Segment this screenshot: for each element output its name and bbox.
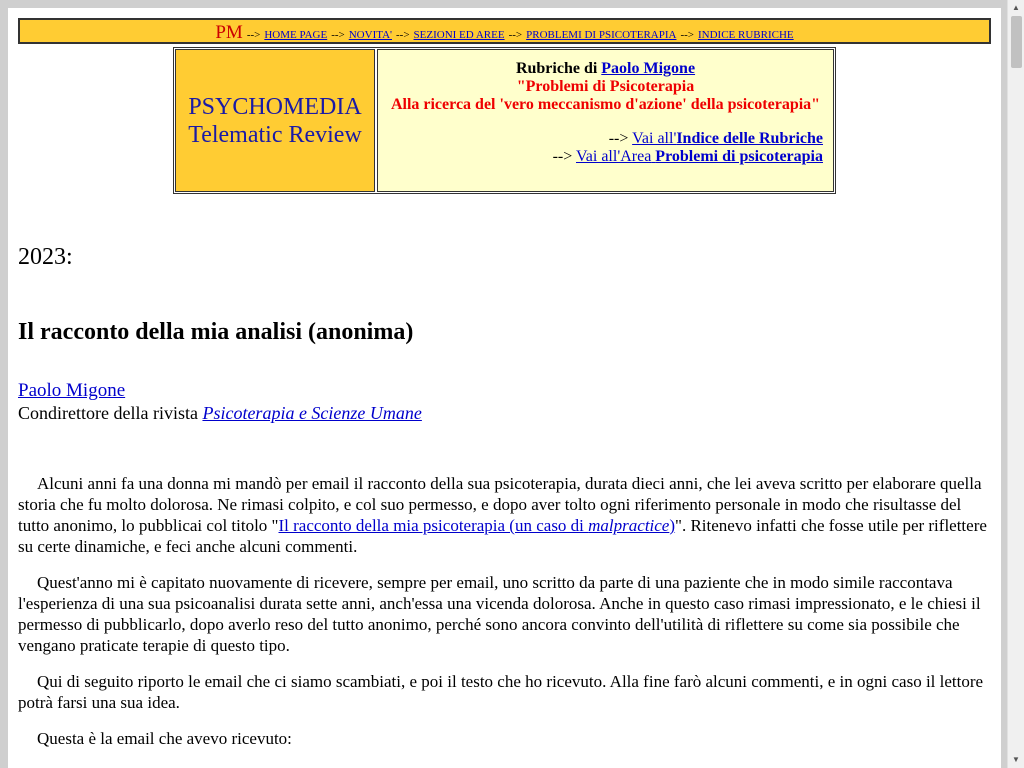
paragraph-2: Quest'anno mi è capitato nuovamente di ricevere, sempre per email, uno scritto da parte di una paziente che in modo simile raccontava l'esperienza di una sua psicoanalisi durata sette anni, anch'essa una vicenda dolorosa. Anche in questo caso rimasi impressionato, e le chiesi il permesso di pubblicarlo, dopo averlo reso del tutto anonimo, perché sono ancora convinto dell'utilità di riflettere su come sia possibile che vengano praticate terapie di questo tipo.	[18, 573, 981, 655]
psychomedia-logo	[175, 49, 375, 192]
paragraph-1	[18, 473, 991, 557]
nav-arrow: -->	[246, 29, 261, 41]
link-indice-plain: Vai all'	[632, 130, 677, 147]
link-area-problemi[interactable]	[576, 148, 823, 165]
p1-text-b: ". Ritenevo infatti che fosse utile per riflettere su certe dinamiche, e feci anche alcuni commenti.	[18, 516, 987, 556]
link-area-plain: Vai all'Area	[576, 148, 652, 165]
link-arrow: -->	[608, 130, 629, 147]
header-links	[388, 130, 823, 166]
logo-line-2: Telematic Review	[188, 121, 362, 148]
p1-link-end: )	[669, 516, 676, 535]
p1-link-text: Il racconto della mia psicoterapia (un caso di	[278, 516, 589, 535]
author-link-header[interactable]: Paolo Migone	[601, 60, 696, 77]
nav-arrow: -->	[396, 29, 410, 41]
top-nav-bar	[18, 18, 991, 44]
paragraph-3: Qui di seguito riporto le email che ci siamo scambiati, e poi il testo che ho ricevuto. Alla fine farò alcuni commenti, e in ogni caso il lettore potrà farsi una sua idea.	[18, 672, 984, 712]
link-area-row	[388, 148, 823, 166]
journal-link[interactable]: Psicoterapia e Scienze Umane	[202, 403, 422, 423]
link-arrow: -->	[552, 148, 573, 165]
rubriche-heading	[388, 60, 823, 78]
vertical-scrollbar[interactable]	[1007, 0, 1024, 768]
nav-link-home-page[interactable]: HOME PAGE	[264, 29, 328, 41]
rubriche-prefix: Rubriche di	[515, 60, 598, 77]
article-title: Il racconto della mia analisi (anonima)	[18, 319, 414, 345]
p1-link-italic: malpractice	[588, 516, 670, 535]
link-indice-bold: Indice delle Rubriche	[676, 130, 823, 147]
scrollbar-thumb[interactable]	[1011, 16, 1022, 68]
scroll-up-arrow-icon[interactable]: ▲	[1012, 3, 1020, 12]
nav-arrow: -->	[680, 29, 694, 41]
author-role	[18, 403, 991, 424]
scroll-down-arrow-icon[interactable]: ▼	[1012, 755, 1020, 764]
logo-line-1: PSYCHOMEDIA	[188, 93, 362, 120]
rubrica-info-panel	[377, 49, 834, 192]
nav-link-novita[interactable]: NOVITA'	[348, 29, 392, 41]
header-table	[173, 47, 836, 194]
article-author	[18, 380, 991, 402]
nav-arrow: -->	[331, 29, 345, 41]
p1-text-a: Alcuni anni fa una donna mi mandò per email il racconto della sua psicoterapia, durata dieci anni, che lei aveva scritto per elaborare quella storia che fu molto dolorosa. Ne rimasi colpito, e col suo permesso, e dopo aver tolto ogni riferimento personale in modo che risultasse del tutto anonimo, lo pubblicai col titolo "	[18, 474, 982, 535]
rubrica-tagline: Alla ricerca del 'vero meccanismo d'azione' della psicoterapia"	[390, 96, 821, 113]
nav-link-sezioni-ed-aree[interactable]: SEZIONI ED AREE	[413, 29, 505, 41]
link-indice-row	[388, 130, 823, 148]
rubrica-subtitle: "Problemi di Psicoterapia	[516, 78, 695, 95]
link-racconto-psicoterapia[interactable]	[279, 516, 676, 535]
author-link[interactable]: Paolo Migone	[18, 380, 126, 401]
nav-link-indice-rubriche[interactable]: INDICE RUBRICHE	[698, 29, 794, 41]
page-content	[18, 18, 991, 749]
year-heading: 2023:	[18, 244, 73, 270]
pm-logo-text: PM	[215, 22, 243, 43]
role-prefix: Condirettore della rivista	[18, 403, 198, 423]
browser-viewport	[8, 8, 1001, 768]
nav-arrow: -->	[508, 29, 523, 41]
nav-link-problemi-di-psicoterapia[interactable]: PROBLEMI DI PSICOTERAPIA	[526, 29, 677, 41]
link-indice-rubriche[interactable]	[632, 130, 823, 147]
paragraph-4: Questa è la email che avevo ricevuto:	[37, 729, 292, 748]
link-area-bold: Problemi di psicoterapia	[655, 148, 823, 165]
